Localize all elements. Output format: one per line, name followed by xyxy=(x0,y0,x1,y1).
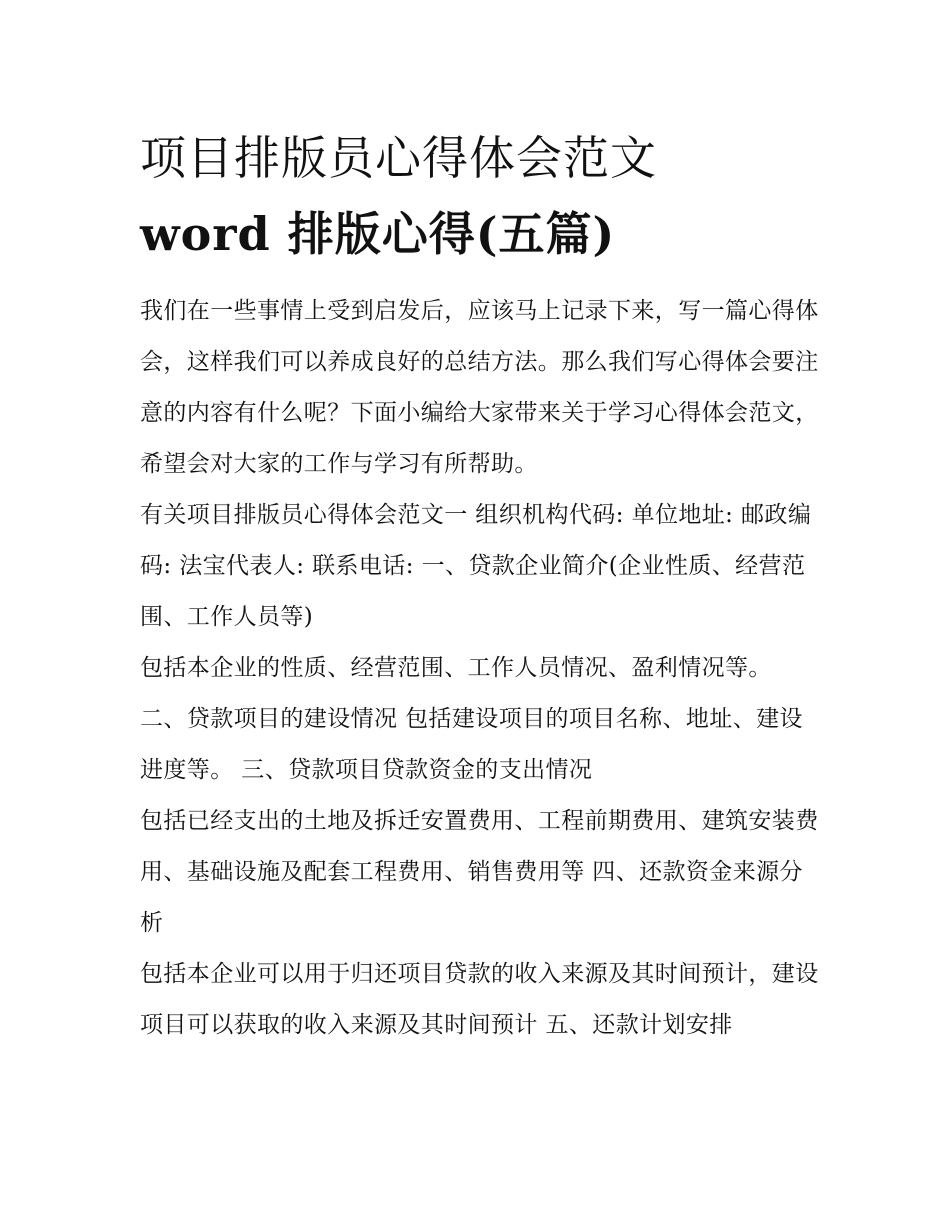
title-line-1: 项目排版员心得体会范文 xyxy=(140,131,657,185)
paragraph-project-status: 包括本企业的性质、经营范围、工作人员情况、盈利情况等。 二、贷款项目的建设情况 包括建设项目的项目名称、地址、建设进度等。 三、贷款项目贷款资金的支出情况 xyxy=(140,655,803,783)
paragraph-expenditure: 包括已经支出的土地及拆迁安置费用、工程前期费用、建筑安装费用、基础设施及配套工程费用、销售费用等 四、还款资金来源分析 xyxy=(140,808,819,936)
paragraph-repayment: 包括本企业可以用于归还项目贷款的收入来源及其时间预计，建设项目可以获取的收入来源及其时间预计 五、还款计划安排 xyxy=(140,961,819,1038)
document-body xyxy=(140,286,820,1051)
document-page xyxy=(140,120,820,1051)
document-title xyxy=(140,120,820,272)
paragraph-sample-one: 有关项目排版员心得体会范文一 组织机构代码: 单位地址: 邮政编码: 法宝代表人: 联系电话: 一、贷款企业简介(企业性质、经营范围、工作人员等) xyxy=(140,502,812,630)
paragraph-intro: 我们在一些事情上受到启发后，应该马上记录下来，写一篇心得体会，这样我们可以养成良好的总结方法。那么我们写心得体会要注意的内容有什么呢？下面小编给大家带来关于学习心得体会范文，希望会对大家的工作与学习有所帮助。 xyxy=(140,298,819,477)
title-line-2-rest: 排版心得(五篇) xyxy=(270,207,616,261)
title-line-2-latin: word xyxy=(140,207,271,261)
